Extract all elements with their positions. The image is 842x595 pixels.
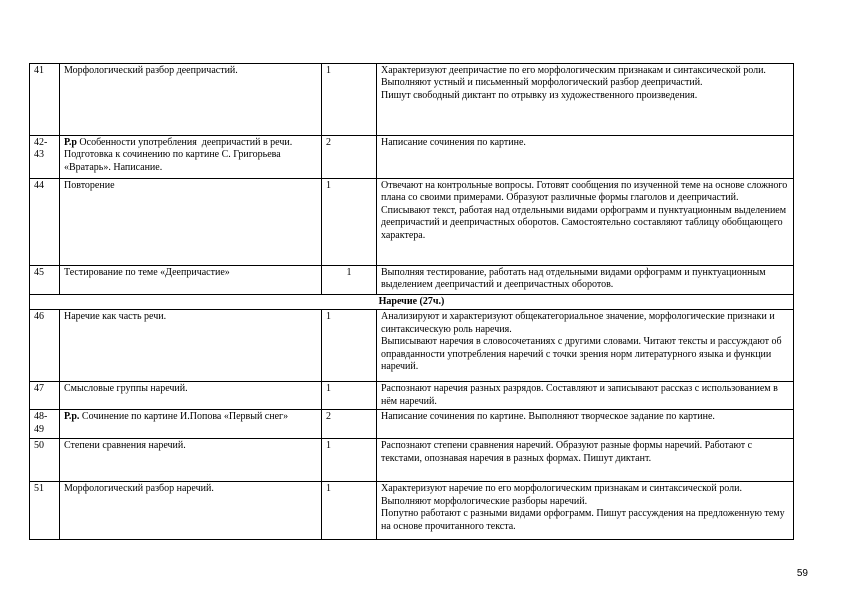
lesson-topic (60, 382, 322, 410)
table-row (30, 410, 794, 439)
lesson-topic-text: Смысловые группы наречий. (64, 383, 188, 395)
lesson-topic-text: Тестирование по теме «Деепричастие» (64, 267, 230, 278)
lesson-number: 48-49 (30, 410, 60, 439)
lesson-hours: 1 (322, 382, 377, 410)
lesson-number: 41 (30, 64, 60, 136)
lesson-hours: 1 (322, 179, 377, 266)
lesson-topic (60, 310, 322, 382)
lesson-hours: 1 (322, 439, 377, 482)
lesson-activities: Анализируют и характеризуют общекатегориальное значение, морфологические признаки и синтаксическую роль наречия. Выписывают наречия в словосочетаниях с другими словами. Читают тексты и рассуждают об оправданности употребления наречий с точки зрения норм литературного языка и функции наречий. (377, 310, 794, 382)
lesson-topic (60, 439, 322, 482)
lesson-hours: 1 (322, 310, 377, 382)
lesson-topic (60, 482, 322, 540)
lesson-hours: 1 (322, 482, 377, 540)
rp-marker: Р.р (64, 137, 77, 148)
lesson-activities: Характеризуют деепричастие по его морфологическим признакам и синтаксической роли. Выполняют устный и письменный морфологический разбор деепричастий. Пишут свободный диктант по отрывку из художественного произведения. (377, 64, 794, 136)
rp-marker: Р.р. (64, 411, 80, 423)
lesson-topic (60, 266, 322, 295)
table-row (30, 266, 794, 295)
section-title: Наречие (27ч.) (30, 295, 794, 310)
lesson-topic-text: Особенности употребления деепричастий в речи. Подготовка к сочинению по картине С. Григорьева «Вратарь». Написание. (64, 137, 295, 173)
lesson-topic (60, 136, 322, 179)
lesson-activities: Распознают степени сравнения наречий. Образуют разные формы наречий. Работают с текстами, опознавая наречия в разных формах. Пишут диктант. (377, 439, 794, 482)
lesson-activities: Характеризуют наречие по его морфологическим признакам и синтаксической роли. Выполняют морфологические разборы наречий. Попутно работают с разными видами орфограмм. Пишут рассуждения на предложенную тему на основе прочитанного текста. (377, 482, 794, 540)
lesson-activities: Распознают наречия разных разрядов. Составляют и записывают рассказ с использованием в нём наречий. (377, 382, 794, 410)
lesson-number: 45 (30, 266, 60, 295)
lesson-hours: 1 (322, 64, 377, 136)
lesson-topic (60, 64, 322, 136)
lesson-number: 42-43 (30, 136, 60, 179)
lesson-hours: 2 (322, 136, 377, 179)
lesson-topic-text: Морфологический разбор деепричастий. (64, 65, 238, 76)
lesson-activities: Написание сочинения по картине. Выполняют творческое задание по картине. (377, 410, 794, 439)
table-row (30, 136, 794, 179)
table-row (30, 310, 794, 382)
lesson-hours: 1 (322, 266, 377, 295)
table-row (30, 382, 794, 410)
lesson-topic-text: Повторение (64, 180, 115, 191)
lesson-topic (60, 179, 322, 266)
page-number: 59 (796, 568, 808, 579)
lesson-number: 47 (30, 382, 60, 410)
lesson-plan-table (29, 63, 794, 540)
table-row (30, 482, 794, 540)
lesson-topic-text: Морфологический разбор наречий. (64, 483, 214, 495)
lesson-topic-text: Сочинение по картине И.Попова «Первый снег» (79, 411, 289, 423)
lesson-number: 50 (30, 439, 60, 482)
lesson-hours: 2 (322, 410, 377, 439)
section-row (30, 295, 794, 310)
table-row (30, 64, 794, 136)
lesson-number: 44 (30, 179, 60, 266)
table-row (30, 179, 794, 266)
lesson-number: 51 (30, 482, 60, 540)
lesson-number: 46 (30, 310, 60, 382)
table-row (30, 439, 794, 482)
lesson-topic-text: Степени сравнения наречий. (64, 440, 186, 452)
lesson-activities: Выполняя тестирование, работать над отдельными видами орфограмм и пунктуационным выделением деепричастий и деепричастных оборотов. (377, 266, 794, 295)
lesson-topic-text: Наречие как часть речи. (64, 311, 167, 323)
lesson-topic (60, 410, 322, 439)
lesson-activities: Написание сочинения по картине. (377, 136, 794, 179)
lesson-activities: Отвечают на контрольные вопросы. Готовят сообщения по изученной теме на основе сложного плана со своими примерами. Образуют различные формы глаголов и деепричастий. Списывают текст, работая над отдельными видами орфограмм и пунктуационным выделением деепричастий и деепричастных оборотов. Самостоятельно составляют таблицу обобщающего характера. (377, 179, 794, 266)
